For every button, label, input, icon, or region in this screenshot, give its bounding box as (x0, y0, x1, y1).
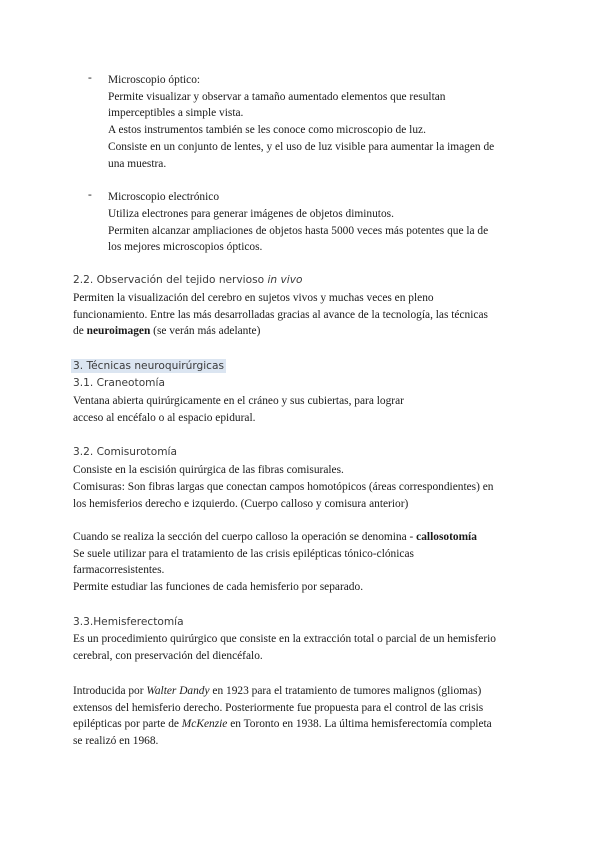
micro-optico-line: Permite visualizar y observar a tamaño aumentado elementos que resultan (108, 90, 446, 103)
paragraph-line: de neuroimagen (se verán más adelante) (73, 325, 261, 337)
micro-optico-title: Microscopio óptico: (108, 74, 201, 86)
paragraph-line: Permiten la visualización del cerebro en sujetos vivos y muchas veces en pleno (73, 292, 434, 304)
paragraph-line: extensos del hemisferio derecho. Posteriormente fue propuesta para el control de las crisis (73, 701, 484, 714)
paragraph-line: los hemisferios derecho e izquierdo. (Cuerpo calloso y comisura anterior) (73, 497, 409, 510)
heading-3-2: 3.2. Comisurotomía (73, 446, 177, 458)
paragraph-line: Comisuras: Son fibras largas que conectan campos homotópicos (áreas correspondientes) en (73, 481, 494, 493)
paragraph-line: Consiste en la escisión quirúrgica de las fibras comisurales. (73, 464, 344, 476)
paragraph-line: Introducida por Walter Dandy en 1923 para el tratamiento de tumores malignos (gliomas) (73, 685, 482, 697)
bullet-dash: - (88, 189, 92, 201)
paragraph-line: Se suele utilizar para el tratamiento de las crisis epilépticas tónico-clónicas (73, 547, 414, 560)
micro-electronico-line: Permiten alcanzar ampliaciones de objetos hasta 5000 veces más potentes que la de (108, 224, 489, 237)
heading-2-2: 2.2. Observación del tejido nervioso in vivo (73, 274, 303, 286)
micro-electronico-line: Utiliza electrones para generar imágenes de objetos diminutos. (108, 208, 394, 220)
micro-optico-line: imperceptibles a simple vista. (108, 107, 244, 119)
heading-3: 3. Técnicas neuroquirúrgicas (73, 360, 225, 372)
paragraph-line: Permite estudiar las funciones de cada hemisferio por separado. (73, 581, 364, 593)
bullet-dash: - (88, 72, 92, 84)
micro-electronico-line: los mejores microscopios ópticos. (108, 241, 263, 253)
paragraph-line: acceso al encéfalo o al espacio epidural. (73, 412, 256, 424)
paragraph-line: funcionamiento. Entre las más desarrolladas gracias al avance de la tecnología, las técnicas (73, 308, 488, 321)
paragraph-line: Es un procedimiento quirúrgico que consiste en la extracción total o parcial de un hemisferio (73, 633, 497, 645)
micro-optico-line: una muestra. (108, 157, 167, 170)
paragraph-line: Cuando se realiza la sección del cuerpo calloso la operación se denomina - callosotomía (73, 531, 477, 543)
heading-3-3: 3.3.Hemisferectomía (73, 616, 184, 628)
paragraph-line: se realizó en 1968. (73, 735, 159, 747)
micro-optico-line: A estos instrumentos también se les conoce como microscopio de luz. (108, 124, 426, 136)
micro-optico-line: Consiste en un conjunto de lentes, y el uso de luz visible para aumentar la imagen de (108, 141, 495, 153)
paragraph-line: epilépticas por parte de McKenzie en Toronto en 1938. La última hemisferectomía completa (73, 718, 492, 730)
paragraph-line: Ventana abierta quirúrgicamente en el cráneo y sus cubiertas, para lograr (73, 395, 404, 407)
heading-3-1: 3.1. Craneotomía (73, 377, 165, 389)
paragraph-line: farmacorresistentes. (73, 564, 165, 576)
paragraph-line: cerebral, con preservación del diencéfalo. (73, 650, 263, 662)
micro-electronico-title: Microscopio electrónico (108, 191, 220, 203)
